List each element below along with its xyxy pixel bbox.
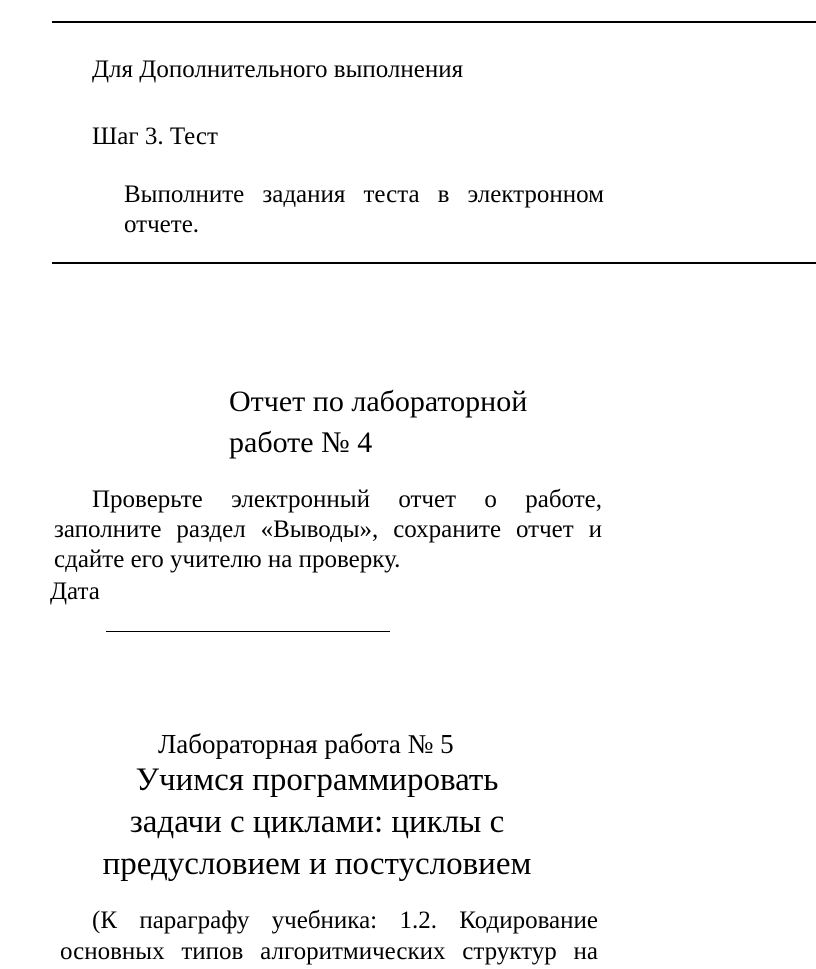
- reference-line-1: (К параграфу учебника: 1.2. Кодирование: [92, 907, 598, 934]
- date-signature-line: [106, 631, 390, 632]
- lab-title-line-2: задачи с циклами: циклы с: [129, 804, 505, 840]
- section-heading: Для Дополнительного выполнения: [92, 56, 464, 83]
- report-title-line-1: Отчет по лабораторной: [229, 385, 528, 418]
- lab-title-line-1: Учимся программировать: [135, 762, 499, 798]
- lab-title-line-3: предусловием и постусловием: [102, 846, 532, 882]
- step-title: Шаг 3. Тест: [92, 123, 218, 150]
- report-body-line-3: сдайте его учителю на проверку.: [54, 546, 401, 573]
- report-title-line-2: работе № 4: [229, 426, 373, 459]
- top-rule: [52, 21, 816, 23]
- bottom-rule: [52, 262, 816, 264]
- date-label: Дата: [50, 578, 100, 605]
- report-body-line-1: Проверьте электронный отчет о работе,: [92, 486, 602, 513]
- instruction-line-1: Выполните задания теста в электронном: [124, 181, 604, 208]
- reference-line-2: основных типов алгоритмических структур на: [60, 938, 598, 965]
- instruction-line-2: отчете.: [124, 211, 200, 238]
- report-body-line-2: заполните раздел «Выводы», сохраните отчет и: [54, 516, 602, 543]
- lab-number: Лабораторная работа № 5: [158, 729, 454, 759]
